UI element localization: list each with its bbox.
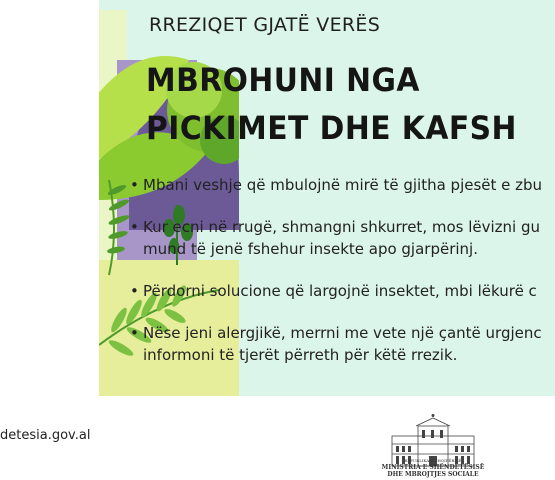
bullet-dot: • [130, 176, 139, 194]
advice-item [130, 216, 555, 260]
advice-text: Nëse jeni alergjikë, merrni me vete një çantë urgjenc [143, 324, 542, 342]
website-url[interactable]: detesia.gov.al [0, 428, 91, 443]
advice-text-cont: mund të jenë fshehur insekte apo gjarpërinj. [143, 240, 478, 258]
title-line-1: MBROHUNI NGA [146, 61, 420, 99]
title-line-2: PICKIMET DHE KAFSH [146, 109, 517, 147]
ministry-republic-line: REPUBLIKA E SHQIPËRISË [404, 458, 462, 463]
bullet-dot: • [130, 282, 139, 300]
poster-title [146, 56, 517, 152]
advice-item [130, 322, 555, 366]
advice-list [130, 174, 555, 386]
advice-item [130, 174, 555, 196]
advice-item [130, 280, 555, 302]
advice-text: Kur ecni në rrugë, shmangni shkurret, mos lëvizni gu [143, 218, 541, 236]
bullet-dot: • [130, 218, 139, 236]
advice-text-cont: informoni të tjerët përreth për këtë rrezik. [143, 346, 458, 364]
advice-text: Përdorni solucione që largojnë insektet, mbi lëkurë c [143, 282, 537, 300]
poster-subtitle: RREZIQET GJATË VERËS [149, 14, 381, 36]
ministry-name-line-2: DHE MBROJTJES SOCIALE [387, 471, 479, 478]
advice-text: Mbani veshje që mbulojnë mirë të gjitha pjesët e zbu [143, 176, 543, 194]
bullet-dot: • [130, 324, 139, 342]
ministry-name-line: MINISTRIA E SHËNDETËSISË [381, 464, 485, 471]
